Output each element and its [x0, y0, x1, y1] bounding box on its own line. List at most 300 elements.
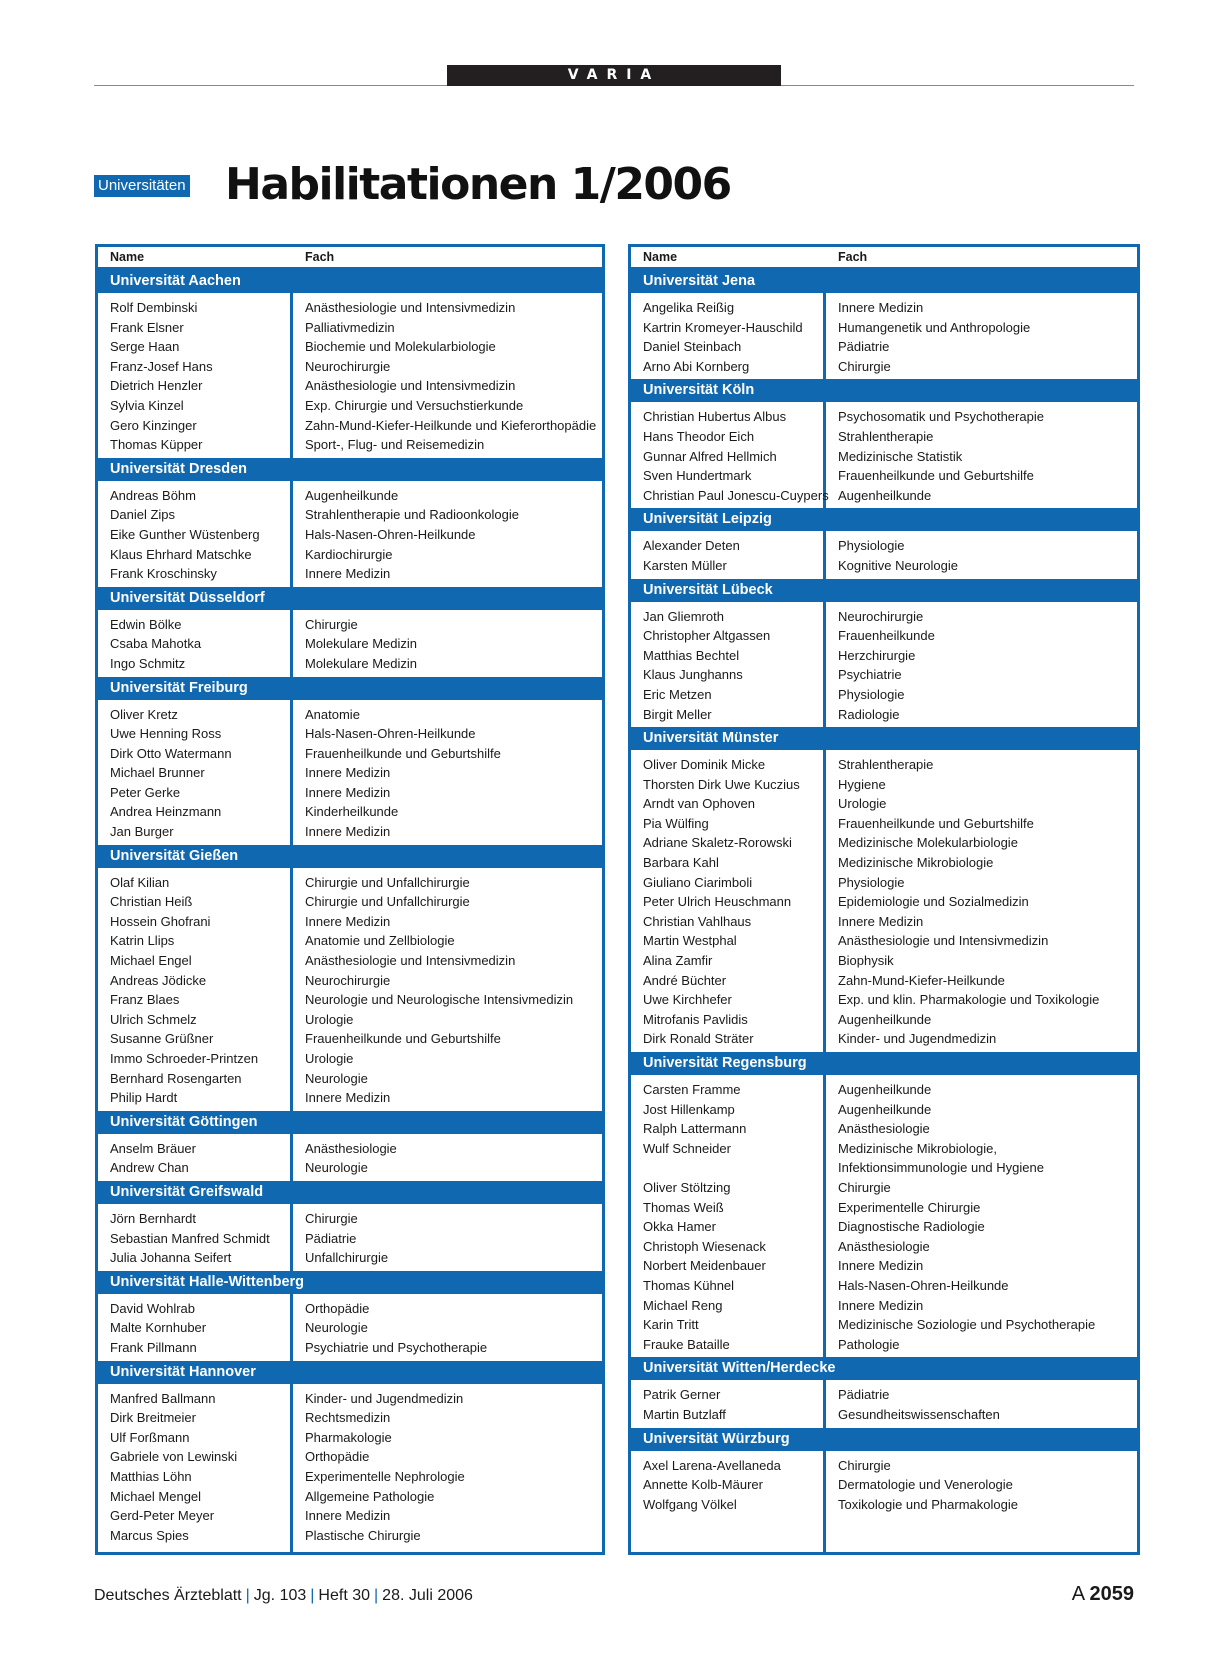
person-name: Alexander Deten [643, 538, 740, 554]
table-row [98, 724, 602, 744]
person-name: Hans Theodor Eich [643, 428, 755, 444]
person-name: Axel Larena-Avellaneda [643, 1457, 781, 1473]
table-row [631, 1217, 1137, 1237]
subject: Molekulare Medizin [305, 636, 417, 652]
person-name: Angelika Reißig [643, 300, 735, 315]
subject: Innere Medizin [838, 300, 924, 315]
table-row [98, 416, 602, 436]
subject: Pädiatrie [838, 1387, 890, 1403]
subject: Urologie [838, 796, 887, 812]
person-name: Serge Haan [110, 339, 180, 355]
university-section [631, 1357, 1137, 1427]
table-row [98, 931, 602, 951]
table-row [631, 466, 1137, 486]
person-name: Mitrofanis Pavlidis [643, 1011, 748, 1027]
person-name: Barbara Kahl [643, 855, 719, 871]
subject: Biophysik [838, 953, 894, 969]
university-section [98, 587, 602, 677]
table-row [631, 447, 1137, 467]
table-header [631, 247, 1137, 270]
subject: Medizinische Mikrobiologie, Infektionsimmunologie und Hygiene [838, 1140, 1044, 1176]
person-name: Michael Mengel [110, 1488, 202, 1504]
table-row [631, 814, 1137, 834]
table-row [631, 318, 1137, 338]
person-name: Ralph Lattermann [643, 1121, 747, 1137]
subject: Anästhesiologie [838, 1238, 930, 1254]
page-title: Habilitationen 1/2006 [225, 159, 731, 210]
person-name: Klaus Ehrhard Matschke [110, 546, 252, 562]
table-row [631, 1139, 1137, 1178]
subject: Hals-Nasen-Ohren-Heilkunde [305, 526, 476, 542]
person-name: Christian Paul Jonescu-Cuypers [643, 487, 829, 503]
person-name: Christopher Altgassen [643, 628, 771, 644]
person-name: Norbert Meidenbauer [643, 1258, 766, 1274]
subject: Physiologie [838, 686, 905, 702]
person-name: Gabriele von Lewinski [110, 1449, 238, 1465]
university-section [98, 1361, 602, 1549]
table-row [98, 564, 602, 584]
subject: Neurochirurgie [838, 608, 924, 624]
subject: Innere Medizin [838, 913, 924, 929]
subject: Hals-Nasen-Ohren-Heilkunde [305, 726, 476, 742]
table-row [98, 802, 602, 822]
table-row [631, 833, 1137, 853]
table-row [631, 794, 1137, 814]
subject: Kinder- und Jugendmedizin [838, 1031, 997, 1047]
person-name: Kartrin Kromeyer-Hauschild [643, 319, 803, 335]
person-name: Franz-Josef Hans [110, 358, 213, 374]
table-row [98, 298, 602, 318]
university-heading: Universität Köln [631, 379, 1137, 402]
subject: Medizinische Statistik [838, 448, 963, 464]
person-name: Carsten Framme [643, 1082, 741, 1097]
table-row [98, 971, 602, 991]
table-row [98, 1029, 602, 1049]
table-row [98, 435, 602, 455]
table-row [631, 1178, 1137, 1198]
person-name: Frank Pillmann [110, 1339, 197, 1355]
university-heading: Universität Münster [631, 727, 1137, 750]
subject: Diagnostische Radiologie [838, 1219, 985, 1235]
subject: Anästhesiologie und Intensivmedizin [305, 953, 516, 969]
university-heading: Universität Jena [631, 270, 1137, 293]
person-name: Michael Engel [110, 953, 192, 969]
subject: Exp. und klin. Pharmakologie und Toxikologie [838, 992, 1100, 1008]
subject: Orthopädie [305, 1300, 370, 1316]
table-row [631, 1080, 1137, 1100]
table-row [98, 1158, 602, 1178]
table-row [631, 556, 1137, 576]
table-row [631, 486, 1137, 506]
table-row [98, 1467, 602, 1487]
separator: | [310, 1587, 315, 1604]
table-row [631, 1237, 1137, 1257]
table-row [98, 822, 602, 842]
university-section [98, 458, 602, 587]
subject: Innere Medizin [305, 784, 391, 800]
subject: Augenheilkunde [838, 1011, 932, 1027]
university-heading: Universität Gießen [98, 845, 602, 868]
subject: Chirurgie und Unfallchirurgie [305, 894, 470, 910]
subject: Rechtsmedizin [305, 1410, 391, 1426]
subject: Orthopädie [305, 1449, 370, 1465]
university-section [98, 270, 602, 458]
table-row [98, 1299, 602, 1319]
table-row [631, 626, 1137, 646]
person-name: Sylvia Kinzel [110, 397, 184, 413]
university-section [631, 1428, 1137, 1518]
person-name: Dirk Ronald Sträter [643, 1031, 754, 1047]
page-number-value: 2059 [1089, 1583, 1134, 1605]
subject: Medizinische Soziologie und Psychotherapie [838, 1317, 1096, 1333]
person-name: André Büchter [643, 972, 727, 988]
header-name: Name [110, 250, 145, 264]
table-row [98, 783, 602, 803]
table-row [98, 763, 602, 783]
table-row [631, 912, 1137, 932]
person-name: Jan Burger [110, 824, 174, 840]
subject: Sport-, Flug- und Reisemedizin [305, 437, 485, 453]
person-name: Andrew Chan [110, 1160, 189, 1176]
subject: Innere Medizin [305, 1508, 391, 1524]
person-name: Jost Hillenkamp [643, 1101, 735, 1117]
subject: Psychiatrie und Psychotherapie [305, 1339, 488, 1355]
table-row [631, 853, 1137, 873]
table-row [98, 396, 602, 416]
person-name: Pia Wülfing [643, 815, 709, 831]
subject: Hygiene [838, 776, 886, 792]
subject: Kinder- und Jugendmedizin [305, 1390, 464, 1406]
person-name: Uwe Henning Ross [110, 726, 222, 742]
section-label: VARIA [447, 65, 781, 86]
table-row [98, 1428, 602, 1448]
person-name: Manfred Ballmann [110, 1390, 216, 1406]
subject: Innere Medizin [305, 566, 391, 582]
subject: Toxikologie und Pharmakologie [838, 1496, 1018, 1512]
person-name: Thorsten Dirk Uwe Kuczius [643, 776, 800, 792]
person-name: Karsten Müller [643, 557, 727, 573]
separator: | [245, 1587, 250, 1604]
person-name: Philip Hardt [110, 1090, 178, 1106]
subject: Kognitive Neurologie [838, 557, 958, 573]
person-name: Birgit Meller [643, 706, 712, 722]
journal-name: Deutsches Ärzteblatt [94, 1587, 242, 1604]
university-heading: Universität Freiburg [98, 677, 602, 700]
subject: Innere Medizin [305, 913, 391, 929]
footer-citation [94, 1587, 473, 1605]
person-name: Arno Abi Kornberg [643, 358, 750, 374]
subject: Augenheilkunde [838, 1082, 932, 1097]
header-fach: Fach [305, 250, 335, 264]
table-row [98, 1010, 602, 1030]
table-row [631, 427, 1137, 447]
person-name: Alina Zamfir [643, 953, 713, 969]
table-row [631, 1119, 1137, 1139]
subject: Urologie [305, 1051, 354, 1066]
subject: Zahn-Mund-Kiefer-Heilkunde [838, 972, 1005, 988]
person-name: Bernhard Rosengarten [110, 1070, 242, 1086]
table-row [98, 705, 602, 725]
subject: Radiologie [838, 706, 900, 722]
person-name: Giuliano Ciarimboli [643, 874, 753, 890]
person-name: Immo Schroeder-Printzen [110, 1051, 259, 1066]
subject: Frauenheilkunde und Geburtshilfe [838, 468, 1034, 484]
subject: Strahlentherapie [838, 757, 934, 773]
separator: | [374, 1587, 379, 1604]
subject: Chirurgie [305, 616, 358, 632]
subject: Anatomie [305, 706, 360, 722]
table-row [631, 951, 1137, 971]
subject: Chirurgie und Unfallchirurgie [305, 874, 470, 890]
subject: Neurologie [305, 1160, 368, 1176]
table-row [98, 1139, 602, 1159]
header-name: Name [643, 250, 678, 264]
university-section [98, 845, 602, 1111]
subject: Kardiochirurgie [305, 546, 393, 562]
person-name: Dietrich Henzler [110, 378, 203, 394]
university-section [631, 270, 1137, 379]
person-name: Susanne Grüßner [110, 1031, 214, 1047]
table-row [98, 1408, 602, 1428]
subject: Innere Medizin [305, 765, 391, 781]
subject: Humangenetik und Anthropologie [838, 319, 1031, 335]
person-name: Olaf Kilian [110, 874, 170, 890]
subject: Hals-Nasen-Ohren-Heilkunde [838, 1277, 1009, 1293]
person-name: Oliver Stöltzing [643, 1179, 731, 1195]
university-heading: Universität Würzburg [631, 1428, 1137, 1451]
table-row [631, 646, 1137, 666]
table-row [631, 971, 1137, 991]
university-heading: Universität Leipzig [631, 508, 1137, 531]
person-name: Ingo Schmitz [110, 655, 186, 671]
university-heading: Universität Lübeck [631, 579, 1137, 602]
subject: Medizinische Molekularbiologie [838, 835, 1018, 851]
subject: Augenheilkunde [305, 487, 399, 503]
table-row [98, 1487, 602, 1507]
habilitation-table-left [95, 244, 605, 1555]
subject: Kinderheilkunde [305, 804, 399, 820]
subject: Gesundheitswissenschaften [838, 1406, 1000, 1422]
subject: Urologie [305, 1011, 354, 1027]
table-row [98, 337, 602, 357]
subject: Neurologie [305, 1070, 368, 1086]
table-row [631, 1276, 1137, 1296]
university-heading: Universität Regensburg [631, 1052, 1137, 1075]
table-row [631, 1456, 1137, 1476]
person-name: Matthias Bechtel [643, 647, 740, 663]
person-name: Franz Blaes [110, 992, 180, 1008]
subject: Chirurgie [305, 1210, 358, 1226]
volume: Jg. 103 [253, 1587, 307, 1604]
table-row [631, 1100, 1137, 1120]
person-name: Jörn Bernhardt [110, 1210, 196, 1226]
table-row [631, 1010, 1137, 1030]
subject: Palliativmedizin [305, 319, 395, 335]
university-section [631, 579, 1137, 728]
university-heading: Universität Düsseldorf [98, 587, 602, 610]
table-row [98, 1209, 602, 1229]
person-name: Daniel Steinbach [643, 339, 742, 355]
person-name: Thomas Küpper [110, 437, 203, 453]
table-row [98, 1069, 602, 1089]
subject: Frauenheilkunde [838, 628, 935, 644]
person-name: Dirk Breitmeier [110, 1410, 196, 1426]
table-row [631, 357, 1137, 377]
university-section [631, 727, 1137, 1052]
person-name: Christian Vahlhaus [643, 913, 752, 929]
person-name: Eric Metzen [643, 686, 712, 702]
subject: Anästhesiologie und Intensivmedizin [305, 300, 516, 315]
person-name: Jan Gliemroth [643, 608, 724, 624]
person-name: Oliver Kretz [110, 706, 178, 722]
table-row [631, 607, 1137, 627]
issue-date: 28. Juli 2006 [382, 1587, 473, 1604]
university-section [631, 379, 1137, 508]
subject: Chirurgie [838, 1179, 891, 1195]
table-row [98, 634, 602, 654]
table-row [631, 665, 1137, 685]
subject: Anatomie und Zellbiologie [305, 933, 455, 949]
issue: Heft 30 [318, 1587, 371, 1604]
person-name: Wulf Schneider [643, 1140, 731, 1156]
person-name: Julia Johanna Seifert [110, 1250, 232, 1266]
person-name: Rolf Dembinski [110, 300, 198, 315]
table-row [98, 1049, 602, 1069]
table-row [631, 1495, 1137, 1515]
subject: Allgemeine Pathologie [305, 1488, 435, 1504]
university-section [98, 677, 602, 845]
subject: Pädiatrie [838, 339, 890, 355]
table-row [631, 407, 1137, 427]
person-name: Frank Elsner [110, 319, 184, 335]
subject: Frauenheilkunde und Geburtshilfe [838, 815, 1034, 831]
person-name: Martin Westphal [643, 933, 737, 949]
person-name: Eike Gunther Wüstenberg [110, 526, 260, 542]
person-name: Wolfgang Völkel [643, 1496, 737, 1512]
person-name: Klaus Junghanns [643, 667, 743, 683]
table-row [98, 1526, 602, 1546]
subject: Anästhesiologie [305, 1140, 397, 1156]
subject: Pathologie [838, 1336, 900, 1352]
table-row [98, 1389, 602, 1409]
person-name: Frank Kroschinsky [110, 566, 217, 582]
subject: Zahn-Mund-Kiefer-Heilkunde und Kieferorthopädie [305, 417, 597, 433]
subject: Epidemiologie und Sozialmedizin [838, 894, 1029, 910]
subject: Anästhesiologie [838, 1121, 930, 1137]
person-name: Gunnar Alfred Hellmich [643, 448, 777, 464]
person-name: Annette Kolb-Mäurer [643, 1477, 763, 1493]
table-row [98, 990, 602, 1010]
person-name: Thomas Kühnel [643, 1277, 735, 1293]
person-name: Michael Reng [643, 1297, 723, 1313]
table-row [98, 357, 602, 377]
person-name: Martin Butzlaff [643, 1406, 726, 1422]
table-row [98, 505, 602, 525]
table-row [98, 1248, 602, 1268]
subject: Neurologie und Neurologische Intensivmedizin [305, 992, 574, 1008]
subject: Neurologie [305, 1320, 368, 1336]
subject: Pharmakologie [305, 1429, 392, 1445]
table-row [631, 536, 1137, 556]
subject: Psychosomatik und Psychotherapie [838, 409, 1044, 425]
subject: Strahlentherapie und Radioonkologie [305, 507, 519, 523]
header-fach: Fach [838, 250, 868, 264]
table-row [98, 873, 602, 893]
university-section [631, 508, 1137, 578]
table-row [631, 1256, 1137, 1276]
subject: Innere Medizin [838, 1258, 924, 1274]
table-row [98, 892, 602, 912]
university-section [631, 1052, 1137, 1357]
table-row [631, 931, 1137, 951]
table-row [98, 1338, 602, 1358]
subject: Exp. Chirurgie und Versuchstierkunde [305, 397, 524, 413]
page-prefix: A [1071, 1583, 1084, 1605]
subject: Innere Medizin [305, 1090, 391, 1106]
person-name: Daniel Zips [110, 507, 176, 523]
table-row [631, 1198, 1137, 1218]
subject: Physiologie [838, 874, 905, 890]
table-row [98, 654, 602, 674]
table-row [631, 1385, 1137, 1405]
person-name: Malte Kornhuber [110, 1320, 207, 1336]
table-row [631, 775, 1137, 795]
table-row [98, 1318, 602, 1338]
subject: Augenheilkunde [838, 1101, 932, 1117]
person-name: Andreas Böhm [110, 487, 196, 503]
person-name: Anselm Bräuer [110, 1140, 196, 1156]
person-name: Michael Brunner [110, 765, 205, 781]
person-name: Patrik Gerner [643, 1387, 721, 1403]
table-row [98, 615, 602, 635]
table-row [631, 298, 1137, 318]
person-name: Edwin Bölke [110, 616, 182, 632]
table-row [98, 744, 602, 764]
table-row [631, 1315, 1137, 1335]
university-heading: Universität Göttingen [98, 1111, 602, 1134]
habilitation-table-right [628, 244, 1140, 1555]
table-row [631, 1475, 1137, 1495]
table-row [631, 892, 1137, 912]
subject: Augenheilkunde [838, 487, 932, 503]
category-badge: Universitäten [94, 175, 190, 197]
person-name: Sven Hundertmark [643, 468, 752, 484]
university-section [98, 1111, 602, 1181]
person-name: Thomas Weiß [643, 1199, 724, 1215]
subject: Herzchirurgie [838, 647, 916, 663]
subject: Chirurgie [838, 358, 891, 374]
table-row [98, 318, 602, 338]
person-name: Okka Hamer [643, 1219, 716, 1235]
subject: Medizinische Mikrobiologie [838, 855, 994, 871]
subject: Psychiatrie [838, 667, 902, 683]
table-row [631, 1335, 1137, 1355]
subject: Frauenheilkunde und Geburtshilfe [305, 745, 501, 761]
university-heading: Universität Greifswald [98, 1181, 602, 1204]
person-name: Karin Tritt [643, 1317, 699, 1333]
table-row [631, 1029, 1137, 1049]
subject: Innere Medizin [305, 824, 391, 840]
university-heading: Universität Halle-Wittenberg [98, 1271, 602, 1294]
person-name: Katrin Llips [110, 933, 175, 949]
person-name: Peter Ulrich Heuschmann [643, 894, 792, 910]
person-name: Andreas Jödicke [110, 972, 207, 988]
table-row [631, 755, 1137, 775]
table-row [631, 337, 1137, 357]
university-heading: Universität Dresden [98, 458, 602, 481]
table-row [631, 873, 1137, 893]
subject: Plastische Chirurgie [305, 1527, 421, 1543]
